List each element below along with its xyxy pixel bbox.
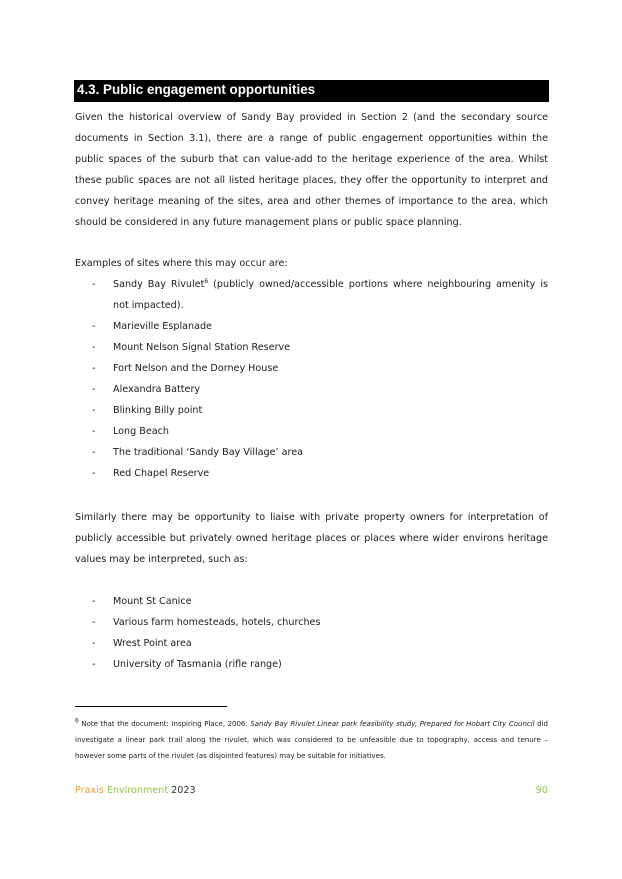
footnote-divider xyxy=(75,706,227,707)
footer-brand-word1: Praxis xyxy=(75,785,104,796)
list-item xyxy=(75,421,548,442)
footer-brand xyxy=(75,785,196,796)
footnote-suffix: did investigate a linear park trail along the rivulet, which was considered to be unfeasible due to topography, access and tenure – however some parts of the rivulet (as disjointed features) may be suitable for initiatives. xyxy=(75,720,549,760)
page-number: 90 xyxy=(535,785,548,796)
list-item xyxy=(75,274,548,316)
bullet-dash: - xyxy=(92,279,96,290)
bullet-dash: - xyxy=(92,617,96,628)
list-item xyxy=(75,591,548,612)
footnote-ref[interactable]: 6 xyxy=(204,277,209,285)
site-name: Blinking Billy point xyxy=(113,405,203,416)
list-item xyxy=(75,633,548,654)
footer-brand-word2: Environment xyxy=(106,785,169,796)
site-name: The traditional ‘Sandy Bay Village’ area xyxy=(113,447,304,458)
footnote-doc-title: Sandy Bay Rivulet Linear park feasibility study, Prepared for Hobart City Council xyxy=(250,720,535,728)
bullet-dash: - xyxy=(92,342,96,353)
site-name: University of Tasmania (rifle range) xyxy=(113,659,282,670)
bullet-dash: - xyxy=(92,638,96,649)
bullet-dash: - xyxy=(92,321,96,332)
footnote xyxy=(75,716,548,764)
footnote-prefix: Note that the document: Inspiring Place, 2006: xyxy=(78,720,251,728)
list-item xyxy=(75,316,548,337)
bullet-dash: - xyxy=(92,447,96,458)
intro-paragraph: Given the historical overview of Sandy Bay provided in Section 2 (and the secondary source documents in Section 3.1), there are a range of public engagement opportunities within the public spaces of the suburb that can value-add to the heritage experience of the area. Whilst these public spaces are not all listed heritage places, they offer the opportunity to interpret and convey heritage meaning of the sites, area and other themes of importance to the area, which should be considered in any future management plans or public space planning. xyxy=(75,112,548,228)
site-name: Mount Nelson Signal Station Reserve xyxy=(113,342,291,353)
footnote-number: 6 xyxy=(75,717,79,725)
bullet-dash: - xyxy=(92,596,96,607)
list-item xyxy=(75,358,548,379)
public-sites-list xyxy=(75,274,548,484)
examples-intro: Examples of sites where this may occur are: xyxy=(75,258,288,269)
site-name: Red Chapel Reserve xyxy=(113,468,210,479)
list-item xyxy=(75,379,548,400)
section-heading-bar xyxy=(74,80,549,102)
section-heading: 4.3. Public engagement opportunities xyxy=(77,82,316,97)
list-item xyxy=(75,463,548,484)
bullet-dash: - xyxy=(92,426,96,437)
list-item xyxy=(75,612,548,633)
site-name: Long Beach xyxy=(113,426,169,437)
bullet-dash: - xyxy=(92,384,96,395)
site-name: Marieville Esplanade xyxy=(113,321,212,332)
private-intro-paragraph: Similarly there may be opportunity to liaise with private property owners for interpretation of publicly accessible but privately owned heritage places or places where wider environs heritage values may be interpreted, such as: xyxy=(75,512,548,565)
list-item xyxy=(75,400,548,421)
list-item xyxy=(75,654,548,675)
list-item xyxy=(75,337,548,358)
bullet-dash: - xyxy=(92,468,96,479)
footer-year: 2023 xyxy=(171,785,196,796)
private-sites-list xyxy=(75,591,548,675)
site-name: Various farm homesteads, hotels, churches xyxy=(113,617,321,628)
list-item xyxy=(75,442,548,463)
site-note: (publicly owned/accessible portions where neighbouring amenity is not impacted). xyxy=(113,279,549,311)
site-name: Mount St Canice xyxy=(113,596,192,607)
bullet-dash: - xyxy=(92,363,96,374)
bullet-dash: - xyxy=(92,405,96,416)
site-name: Alexandra Battery xyxy=(113,384,201,395)
site-name: Wrest Point area xyxy=(113,638,192,649)
site-name: Fort Nelson and the Dorney House xyxy=(113,363,279,374)
site-name: Sandy Bay Rivulet xyxy=(113,279,205,290)
bullet-dash: - xyxy=(92,659,96,670)
